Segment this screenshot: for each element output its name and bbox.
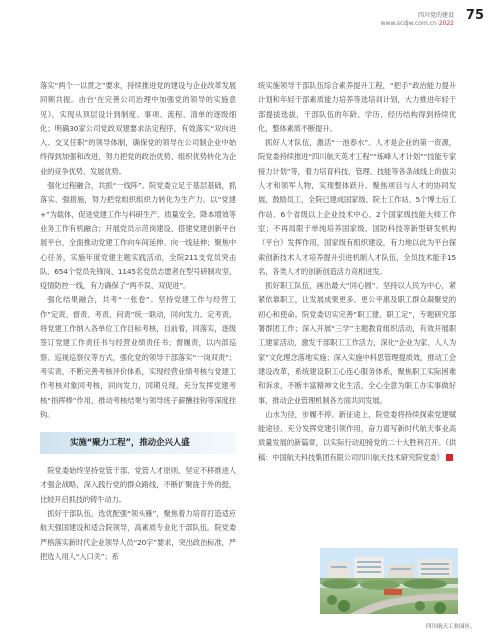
left-column: [40, 79, 236, 564]
paragraph: [258, 408, 456, 465]
page-header: [364, 9, 484, 49]
page-number: 75: [465, 8, 484, 23]
section-heading-text: 实施“聚力工程”，推动企兴人盛: [70, 437, 190, 448]
paragraph: 抓好人才队伍，激活“一池春水”。人才是企业的第一资源，院党委持续推进“四川航天英才工程”“炼峰人才计划”“技能专家接力计划”等，着力培育科技、管理、技能等各条战线上的拔尖人才和领军人物，实现整体跃升。聚焦项目与人才的协同发展，鼓励员工，全院已建成国家级、院士工作站、5个博士后工作站、6个省级以上企业技术中心、2个国家级技能大师工作室；不再局限于单纯培养国家级、国防科技等新型研发机构（平台）发挥作用，国家级有组织建设，有力地以此为平台探索创新技术人才培养提升引进机制人才队伍，全员技术能手15名，各类人才的创新创造活力竞相迸发。: [258, 138, 456, 276]
issue-year: 2022: [438, 20, 454, 27]
paragraph: 强化结果融合，共考“一张卷”。坚持党建工作与经营工作“定责、督责、考责、问责”统一联动，同向发力。定考责，将党建工作纳入各单位工作目标考核，目前看，同落实，逐级签订党建工作责任书与经营业绩责任书；督履责，以内部巡察、巡视巡察仪等方式，强化党的领导干部落实“一岗双责”；考实责，不断完善考核评价体系，实现经营业绩考核与党建工作考核对象同考核，同向发力，同期兑现，充分发挥党建考核“指挥棒”作用，推动考核结果与领导班子薪酬挂钩等深度挂钩。: [40, 295, 236, 419]
industrial-park-photo: [320, 548, 458, 614]
section-heading: [40, 432, 236, 454]
article-end-mark: [446, 454, 453, 461]
paragraph: 落实“两个一以贯之”要求，持续推进党的建设与企业改革发展同频共振。由台‘在完善公司治理中加强党的领导的实施意见》，实现从顶层设计到制度、事项、流程、清单的逐级细化；明确30家公司党政双建要求法定程序，有效落实“双向进入、交叉任职”的领导体制，确保党的领导在公司制企业中始终得到加强和改进，努力把党的政治优势、组织优势转化为企业的竞争优势、发展优势。: [40, 81, 236, 176]
industrial-park-illustration: [320, 548, 458, 614]
right-column: [258, 79, 456, 465]
paragraph: 院党委始终坚持党管干部、党管人才原则，坚定不移推进人才强企战略，深入践行党的群众路线，不断扩聚拢于外的挺，比较开启抓技的铸牛动力。: [40, 466, 236, 504]
website-label: www.scdjw.com.cn: [380, 20, 439, 27]
closing-text: 山水为径，步履不停。新征途上，院党委将持续探索党建赋能途径、充分发挥党建引领作用，奋力谱写新时代航天事业高质量发展的新篇章，以实际行动迎接党的二十大胜利召开。（供稿：中国航天科技集团有限公司四川航天技术研究院党委）: [258, 409, 456, 462]
paragraph: 抓好职工队伍，画出最大“同心圆”。坚持以人民为中心，紧紧依靠职工，让发展成果更多、更公平惠及职工群众凝聚党的初心和使命。院党委切实完善“职工建、职工定”，专题研究部署群团工作；深入开展“三学”主题教育组织活动，有效开展职工建家活动，激发干部职工工作活力，深化“企业为家、人人为家”文化理念落地实施；深入实施中科思管理提质效，推动工会建设改革，系统建设职工心连心服务体系，聚焦职工实际困难和诉求，不断丰富精神文化生活，全心全意为职工办实事做好事，推动企业管理机制各方面共同发展。: [258, 281, 456, 405]
magazine-title: 四川党的建设: [417, 12, 454, 19]
paragraph: 强化过程融合，共抓“一线阵”。院党委立足于基层基础，抓落实、强措施，努力把党组织组织力转化为生产力。以“党建+”为载体，促进党建工作与科研生产、质量安全、降本增效等业务工作有机融合；开展党员示范岗建设、搭建党建创新平台展平台，全面推动党建工作向车间延伸、向一线延伸；聚焦中心任务，实施年度党建主题实践活动，全院211支党员突击队、654个党员先锋岗、1145名党员志愿者在型号研制攻坚、疫情防控一线，有力确保了“两不误、双促进”。: [40, 181, 236, 291]
paragraph: 统实施领导干部队伍综合素养提升工程，“把手”政治能力提升计划和年轻干部素质能力培养等选培训计划，大力推进年轻干部提拔选拔，干部队伍的年龄、学历、经历结构得到持续优化，整体素质不断提升。: [258, 81, 456, 133]
magazine-info: [381, 12, 454, 28]
photo-caption: 四川航天工业园区。: [426, 624, 476, 630]
paragraph: 抓好干部队伍，选优配强“领头雁”，聚焦着力培育打造适应航天强国建设和适合院领导，高素质专业化干部队伍。院党委严格落实新时代企业领导人员“20字”要求，突出政治标准，严把选人用人“入口关”；系: [40, 509, 236, 561]
